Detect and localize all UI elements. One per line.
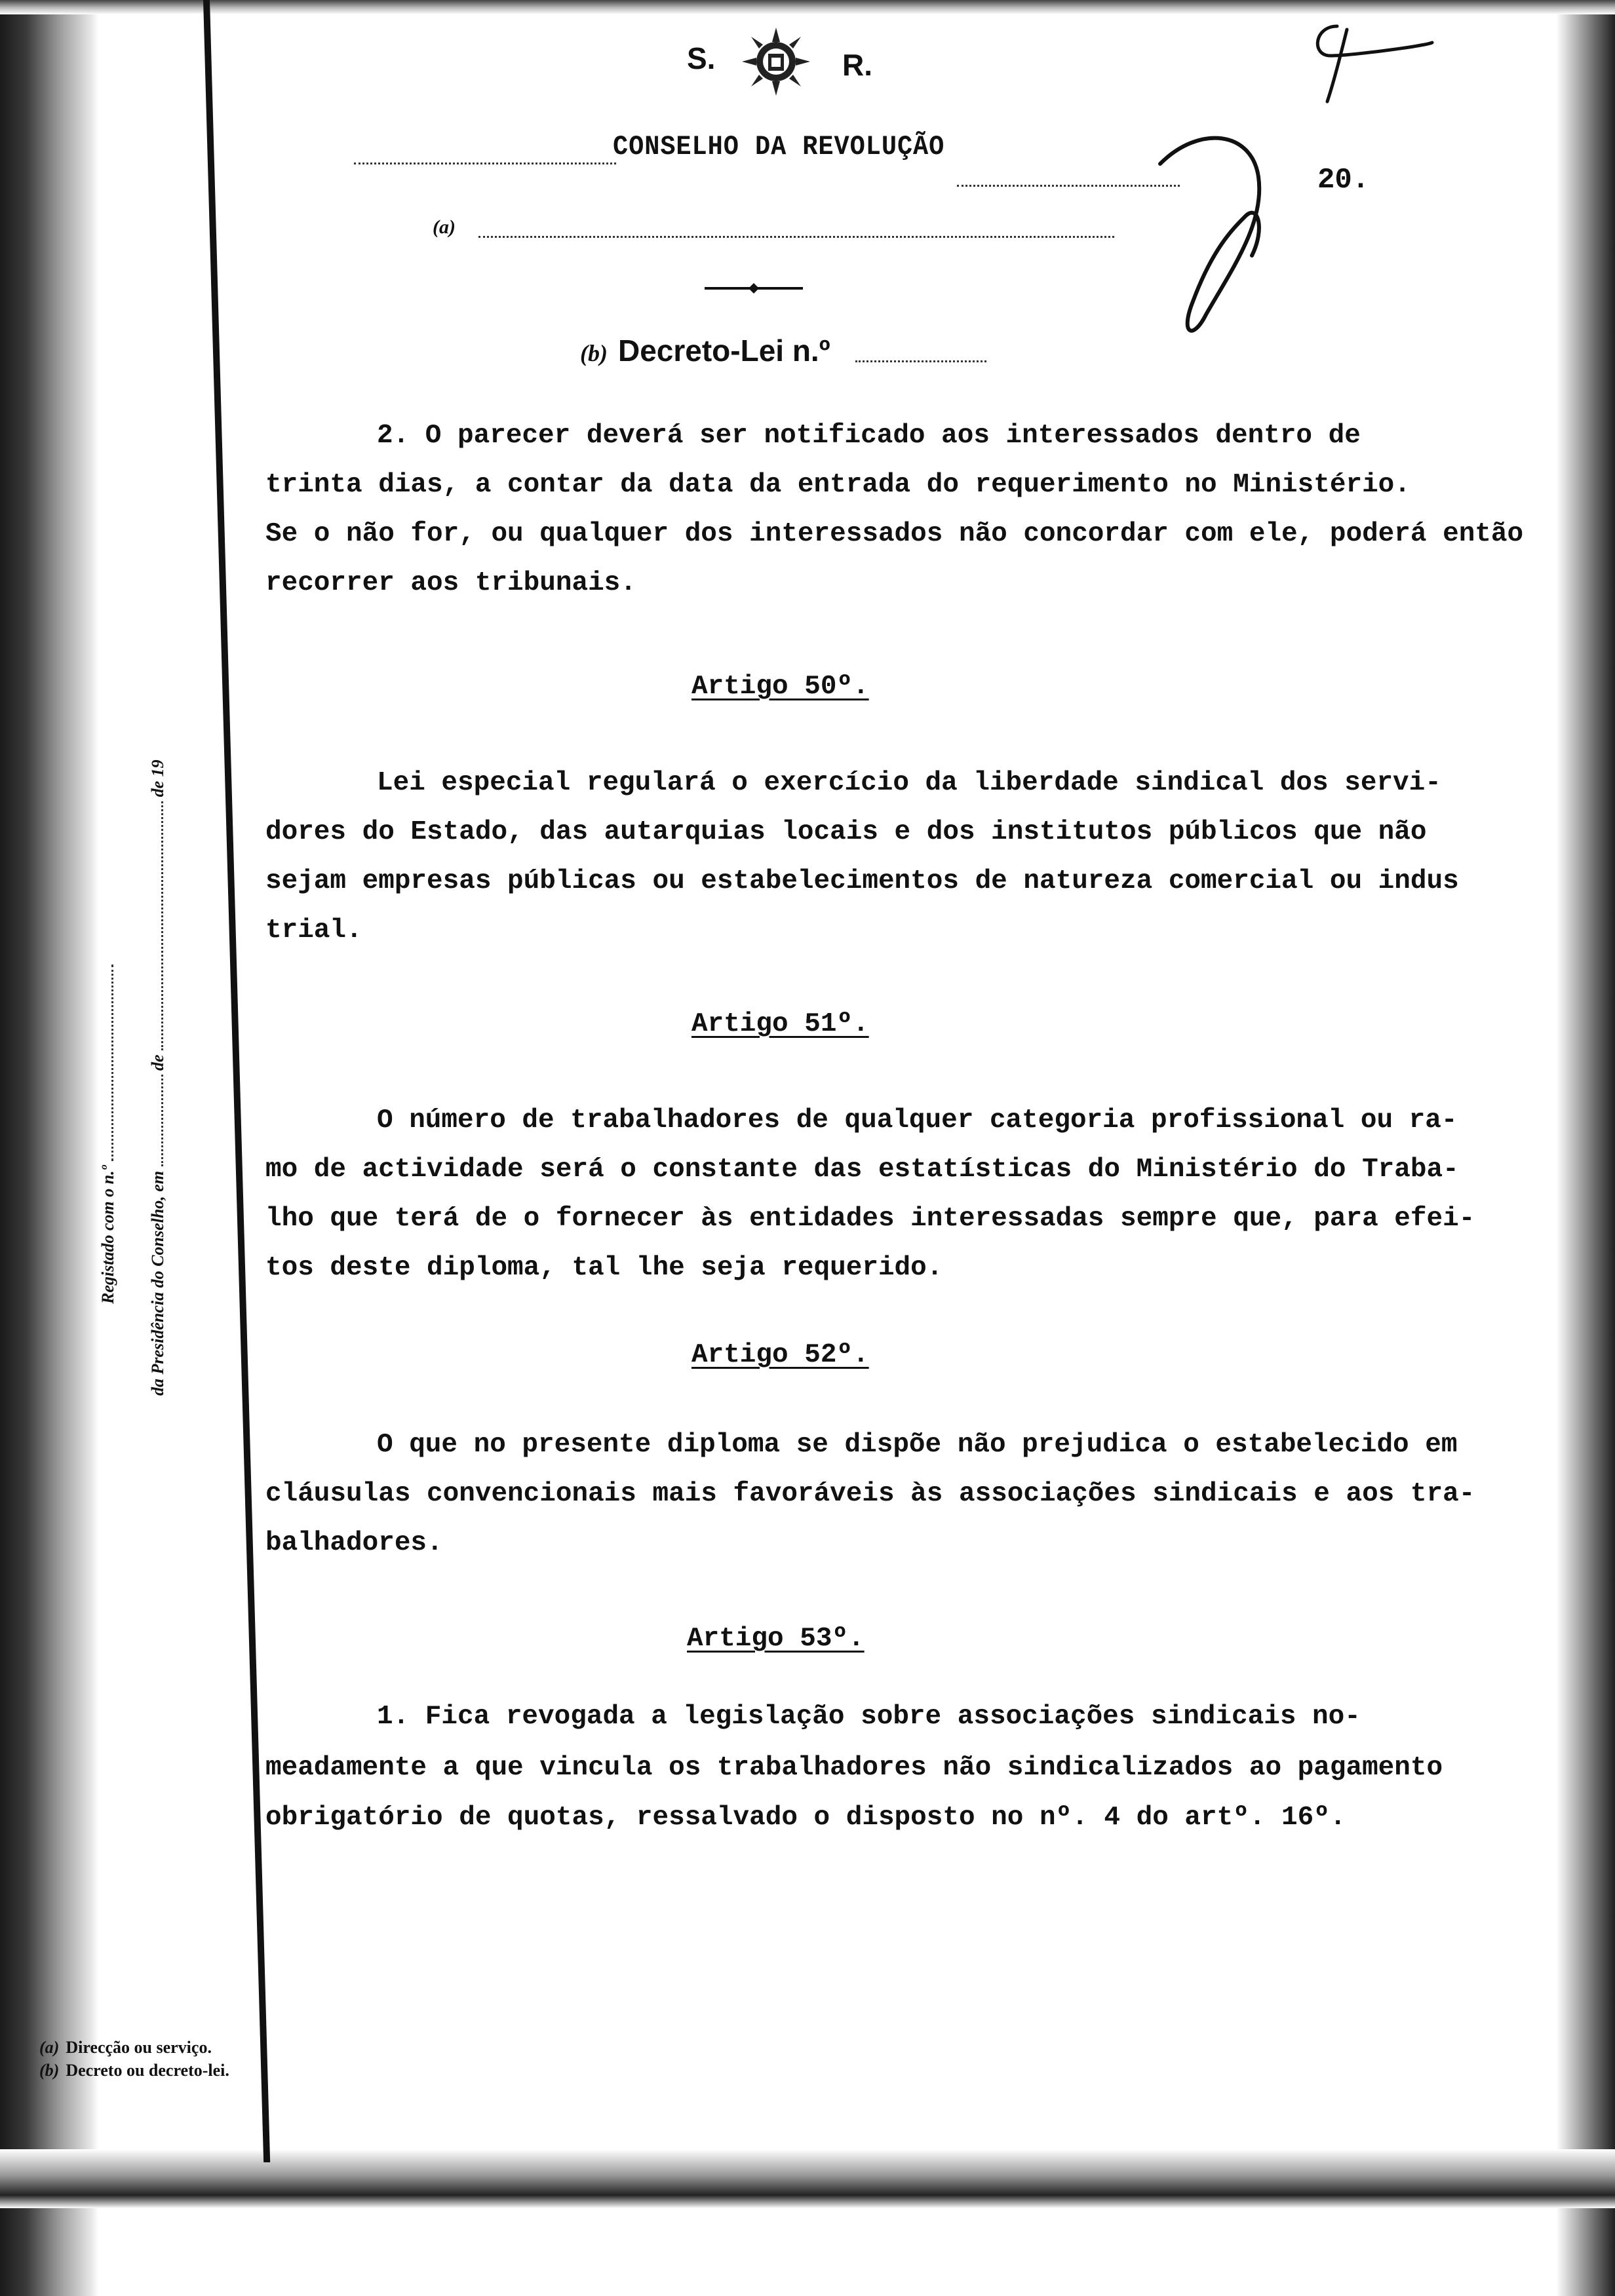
footnote-a-text: Direcção ou serviço.	[66, 2038, 212, 2057]
footnote-a	[39, 2038, 212, 2057]
footnote-marker-a: (a)	[433, 216, 456, 238]
decree-heading	[580, 333, 830, 368]
article-53-line-2: meadamente a que vincula os trabalhadores não sindicalizados ao pagamento	[265, 1753, 1443, 1783]
footnote-b	[39, 2061, 229, 2080]
decree-label: Decreto-Lei n.º	[617, 334, 830, 368]
footnote-b-text: Decreto ou decreto-lei.	[66, 2061, 229, 2080]
article-52-title: Artigo 52º.	[691, 1340, 869, 1370]
article-51-line-1: O número de trabalhadores de qualquer categoria profissional ou ra-	[377, 1105, 1458, 1136]
article-52-line-2: cláusulas convencionais mais favoráveis às associações sindicais e aos tra-	[265, 1479, 1475, 1509]
article-51-title: Artigo 51º.	[691, 1009, 869, 1039]
article-52-line-1: O que no presente diploma se dispõe não prejudica o estabelecido em	[377, 1430, 1458, 1460]
article-53-line-1: 1. Fica revogada a legislação sobre associações sindicais no-	[377, 1702, 1361, 1732]
article-50-line-2: dores do Estado, das autarquias locais e dos institutos públicos que não	[265, 817, 1427, 847]
article-51-line-4: tos deste diploma, tal lhe seja requerido.	[265, 1253, 943, 1283]
article-51-line-3: lho que terá de o fornecer às entidades interessadas sempre que, para efei-	[265, 1204, 1475, 1234]
footnote-a-label: (a)	[39, 2038, 60, 2057]
article-50-line-1: Lei especial regulará o exercício da liberdade sindical dos servi-	[377, 768, 1441, 798]
margin-stamp-presidency-label: da Presidência do Conselho, em	[148, 1170, 167, 1396]
intro-line-3: Se o não for, ou qualquer dos interessados não concordar com ele, poderá então	[265, 519, 1524, 549]
article-50-line-3: sejam empresas públicas ou estabelecimentos de natureza comercial ou indus	[265, 866, 1459, 896]
footnote-b-label: (b)	[39, 2061, 60, 2080]
scan-border-top	[0, 0, 1615, 14]
council-dotted-left	[354, 163, 616, 164]
handwritten-initials	[1301, 16, 1439, 108]
article-50-line-4: trial.	[265, 915, 362, 946]
article-53-title: Artigo 53º.	[687, 1624, 865, 1654]
article-51-line-2: mo de actividade será o constante das estatísticas do Ministério do Traba-	[265, 1155, 1459, 1185]
header-letter-r: R.	[842, 48, 872, 82]
article-53-line-3: obrigatório de quotas, ressalvado o disposto no nº. 4 do artº. 16º.	[265, 1803, 1346, 1833]
handwritten-signature	[1154, 118, 1304, 354]
service-dotted-line	[478, 236, 1114, 238]
margin-stamp-registered	[98, 965, 118, 1304]
header-letter-s: S.	[687, 41, 716, 75]
article-50-title: Artigo 50º.	[691, 672, 869, 702]
council-title: CONSELHO DA REVOLUÇÃO	[613, 131, 945, 163]
margin-stamp-of-1: de	[148, 1054, 167, 1071]
coat-of-arms-emblem	[739, 25, 813, 98]
margin-stamp-of-2: de 19	[148, 759, 167, 797]
page-number: 20.	[1317, 164, 1370, 197]
page-fold-edge	[203, 0, 270, 2162]
intro-line-1: 2. O parecer deverá ser notificado aos interessados dentro de	[377, 421, 1361, 451]
scan-border-right	[1556, 0, 1615, 2296]
footnote-marker-b: (b)	[580, 340, 608, 366]
margin-stamp-registered-label: Registado com o n.º	[98, 1165, 117, 1304]
scan-border-left	[0, 0, 98, 2296]
article-52-line-3: balhadores.	[265, 1528, 443, 1558]
scan-border-bottom	[0, 2149, 1615, 2208]
intro-line-4: recorrer aos tribunais.	[265, 568, 636, 598]
council-dotted-right	[957, 185, 1180, 187]
intro-line-2: trinta dias, a contar da data da entrada do requerimento no Ministério.	[265, 470, 1411, 500]
decree-number-dotted	[855, 360, 986, 362]
ornament-divider	[705, 282, 803, 295]
margin-stamp-presidency	[148, 759, 168, 1396]
